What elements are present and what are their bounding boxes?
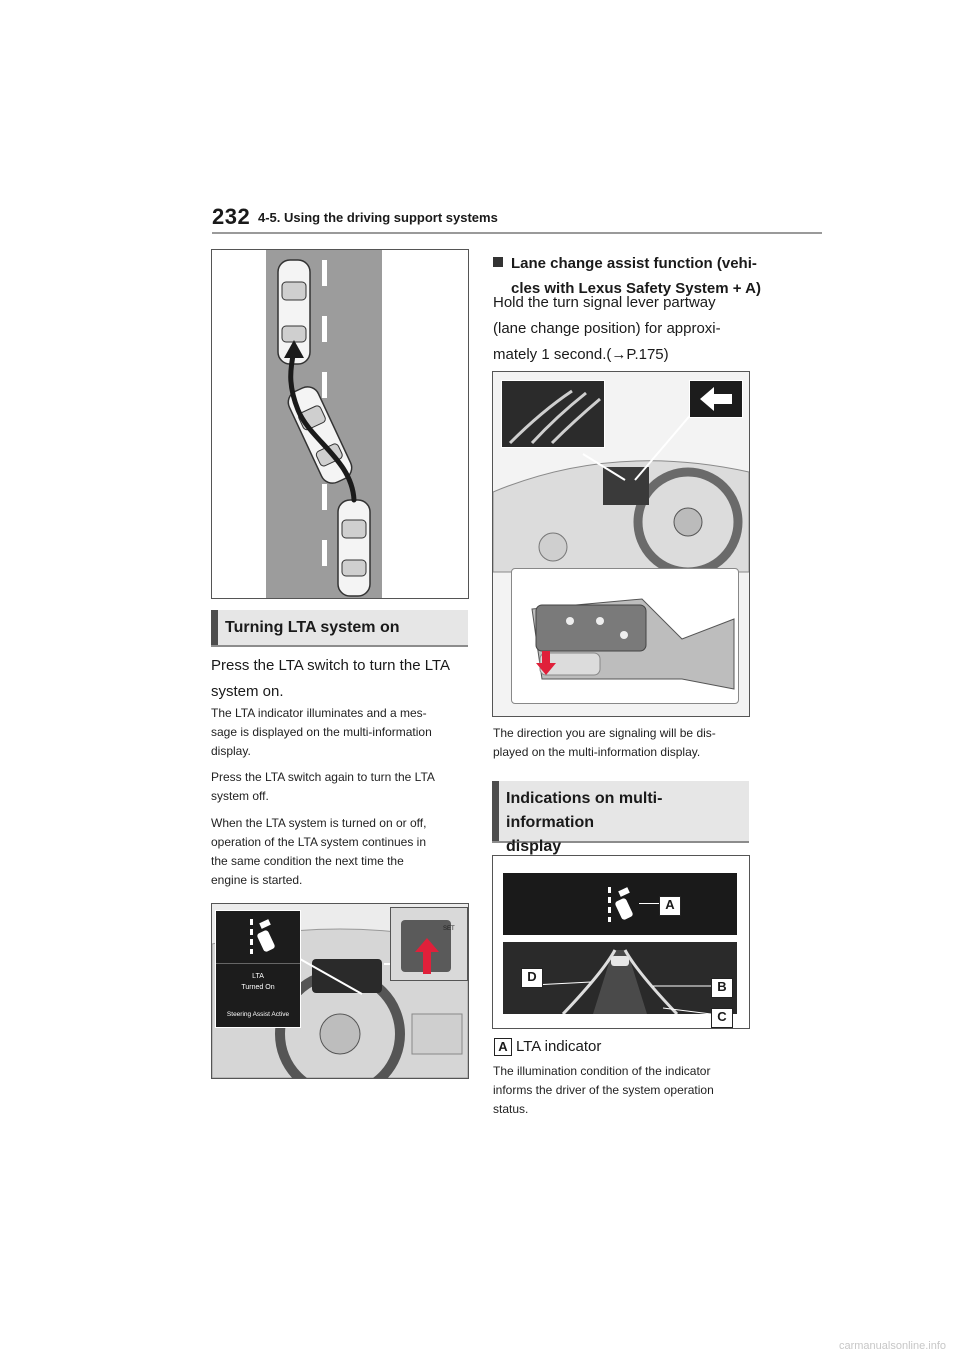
bullet-square-icon [493,257,503,267]
display-msg-turned-on: Turned On [241,984,275,991]
heading-turning-lta-on: Turning LTA system on [211,610,468,647]
paragraph-memory: When the LTA system is turned on or off, operation of the LTA system continues in the same condition the next time the engine is started. [211,816,427,887]
display-inset [501,380,605,448]
lane-change-illustration [211,249,469,599]
callout-a: A [659,896,681,916]
down-arrow-icon [536,651,556,675]
callout-b: B [711,978,733,998]
switch-callout [390,907,468,981]
display-callout [215,910,301,1028]
lever-drawing [512,569,738,703]
header-rule [212,232,822,234]
section-title: 4-5. Using the driving support systems [258,210,498,225]
left-arrow-icon [690,381,742,417]
item-a-description: The illumination condition of the indicator informs the driver of the system operation status. [493,1064,714,1116]
signal-caption: The direction you are signaling will be dis- played on the multi-information display. [493,726,716,759]
lever-inset [511,568,739,704]
display-msg-steering: Steering Assist Active [226,1011,290,1018]
arrow-inset [689,380,743,418]
item-a-badge: A [494,1038,512,1056]
lta-indicator-icon [246,917,280,955]
lta-indicator-icon-small [605,885,639,923]
item-a-title: LTA indicator [516,1038,602,1055]
lta-switch-illustration [211,903,469,1079]
press-arrow-icon [415,938,439,974]
callout-c: C [711,1008,733,1028]
paragraph-turn-off: Press the LTA switch again to turn the LTA system off. [211,770,435,803]
footer-watermark[interactable]: carmanualsonline.info [838,1340,946,1352]
subheading-lane-change: Lane change assist function (vehi- cles with Lexus Safety System + A) [493,251,773,301]
switch-set-label: SET [443,926,455,932]
car-bottom [338,500,370,596]
mid-display-illustration [492,855,750,1029]
page-number: 232 [212,204,251,229]
paragraph-indicator: The LTA indicator illuminates and a mes- sage is displayed on the multi-information display. [211,706,432,758]
lane-guidance-graphic [502,381,604,447]
road-drawing [212,250,468,598]
display-msg-lta: LTA [252,973,264,980]
heading-indications: Indications on multi-information display [492,781,749,843]
callout-d: D [521,968,543,988]
turn-signal-illustration [492,371,750,717]
mid-top-panel [503,873,737,935]
intro-text: Press the LTA switch to turn the LTA system on. [211,657,450,700]
lane-change-body: Hold the turn signal lever partway (lane change position) for approxi- mately 1 second.(→P.175) [493,294,721,363]
